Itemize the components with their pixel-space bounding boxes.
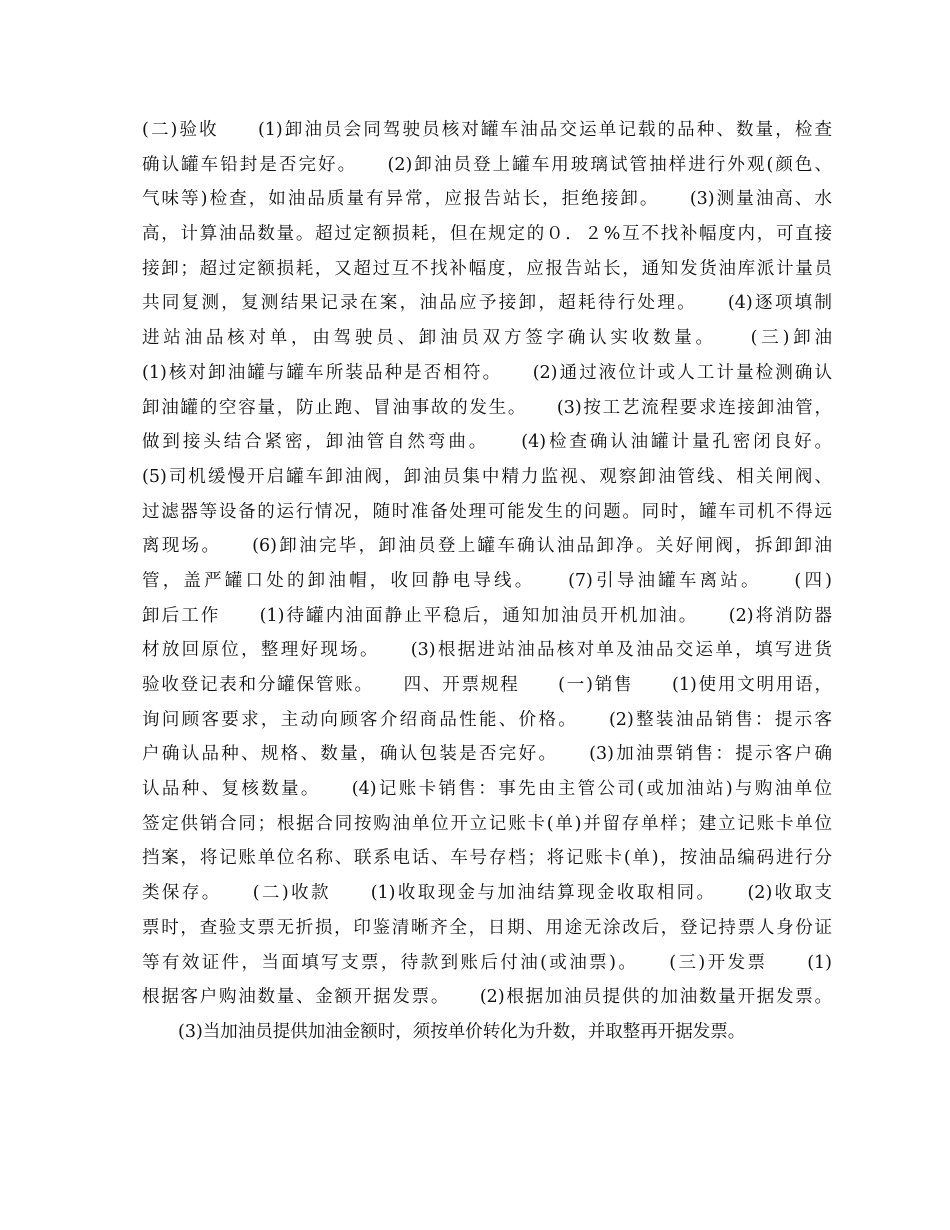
text-line: 类保存。 (二)收款 (1)收取现金与加油结算现金收取相同。 (2)收取支	[142, 883, 832, 904]
body-text	[142, 113, 832, 1050]
text-line: (二)验收 (1)卸油员会同驾驶员核对罐车油品交运单记载的品种、数量，检查	[142, 120, 832, 140]
text-line: 认品种、复核数量。 (4)记账卡销售：事先由主管公司(或加油站)与购油单位	[142, 779, 832, 800]
text-line: 气味等)检查，如油品质量有异常，应报告站长，拒绝接卸。 (3)测量油高、水	[142, 189, 832, 210]
text-line: 过滤器等设备的运行情况，随时准备处理可能发生的问题。同时，罐车司机不得远	[142, 501, 832, 522]
text-line: 管，盖严罐口处的卸油帽，收回静电导线。 (7)引导油罐车离站。 (四)	[142, 570, 832, 591]
text-line: 询问顾客要求，主动向顾客介绍商品性能、价格。 (2)整装油品销售：提示客	[142, 709, 832, 730]
text-line: 卸后工作 (1)待罐内油面静止平稳后，通知加油员开机加油。 (2)将消防器	[142, 605, 832, 626]
text-line: (5)司机缓慢开启罐车卸油阀，卸油员集中精力监视、观察卸油管线、相关闸阀、	[142, 466, 832, 487]
text-line: 进站油品核对单，由驾驶员、卸油员双方签字确认实收数量。 (三)卸油	[142, 328, 832, 349]
text-line: 验收登记表和分罐保管账。 四、开票规程 (一)销售 (1)使用文明用语，	[142, 675, 832, 695]
text-line: 共同复测，复测结果记录在案，油品应予接卸，超耗待行处理。 (4)逐项填制	[142, 293, 832, 314]
text-line: 等有效证件，当面填写支票，待款到账后付油(或油票)。 (三)开发票 (1)	[142, 952, 832, 973]
text-line: 根据客户购油数量、金额开据发票。 (2)根据加油员提供的加油数量开据发票。	[142, 987, 832, 1008]
text-line: 材放回原位，整理好现场。 (3)根据进站油品核对单及油品交运单，填写进货	[142, 640, 832, 661]
text-line: 接卸；超过定额损耗，又超过互不找补幅度，应报告站长，通知发货油库派计量员	[142, 258, 832, 279]
text-line: 确认罐车铅封是否完好。 (2)卸油员登上罐车用玻璃试管抽样进行外观(颜色、	[142, 154, 832, 175]
text-line: 户确认品种、规格、数量，确认包装是否完好。 (3)加油票销售：提示客户确	[142, 744, 832, 765]
text-line: (3)当加油员提供加油金额时，须按单价转化为升数，并取整再开据发票。	[178, 1021, 746, 1042]
text-line: (1)核对卸油罐与罐车所装品种是否相符。 (2)通过液位计或人工计量检测确认	[142, 362, 832, 383]
text-line: 票时，查验支票无折损，印鉴清晰齐全，日期、用途无涂改后，登记持票人身份证	[142, 917, 832, 938]
text-line: 签定供销合同；根据合同按购油单位开立记账卡(单)并留存单样；建立记账卡单位	[142, 813, 832, 834]
text-line: 高，计算油品数量。超过定额损耗，但在规定的０．２%互不找补幅度内，可直接	[142, 224, 832, 245]
text-line: 卸油罐的空容量，防止跑、冒油事故的发生。 (3)按工艺流程要求连接卸油管，	[142, 397, 832, 418]
text-line: 做到接头结合紧密，卸油管自然弯曲。 (4)检查确认油罐计量孔密闭良好。	[142, 432, 832, 453]
text-line: 挡案，将记账单位名称、联系电话、车号存档；将记账卡(单)，按油品编码进行分	[142, 848, 832, 869]
text-line: 离现场。 (6)卸油完毕，卸油员登上罐车确认油品卸净。关好闸阀，拆卸卸油	[142, 536, 832, 557]
